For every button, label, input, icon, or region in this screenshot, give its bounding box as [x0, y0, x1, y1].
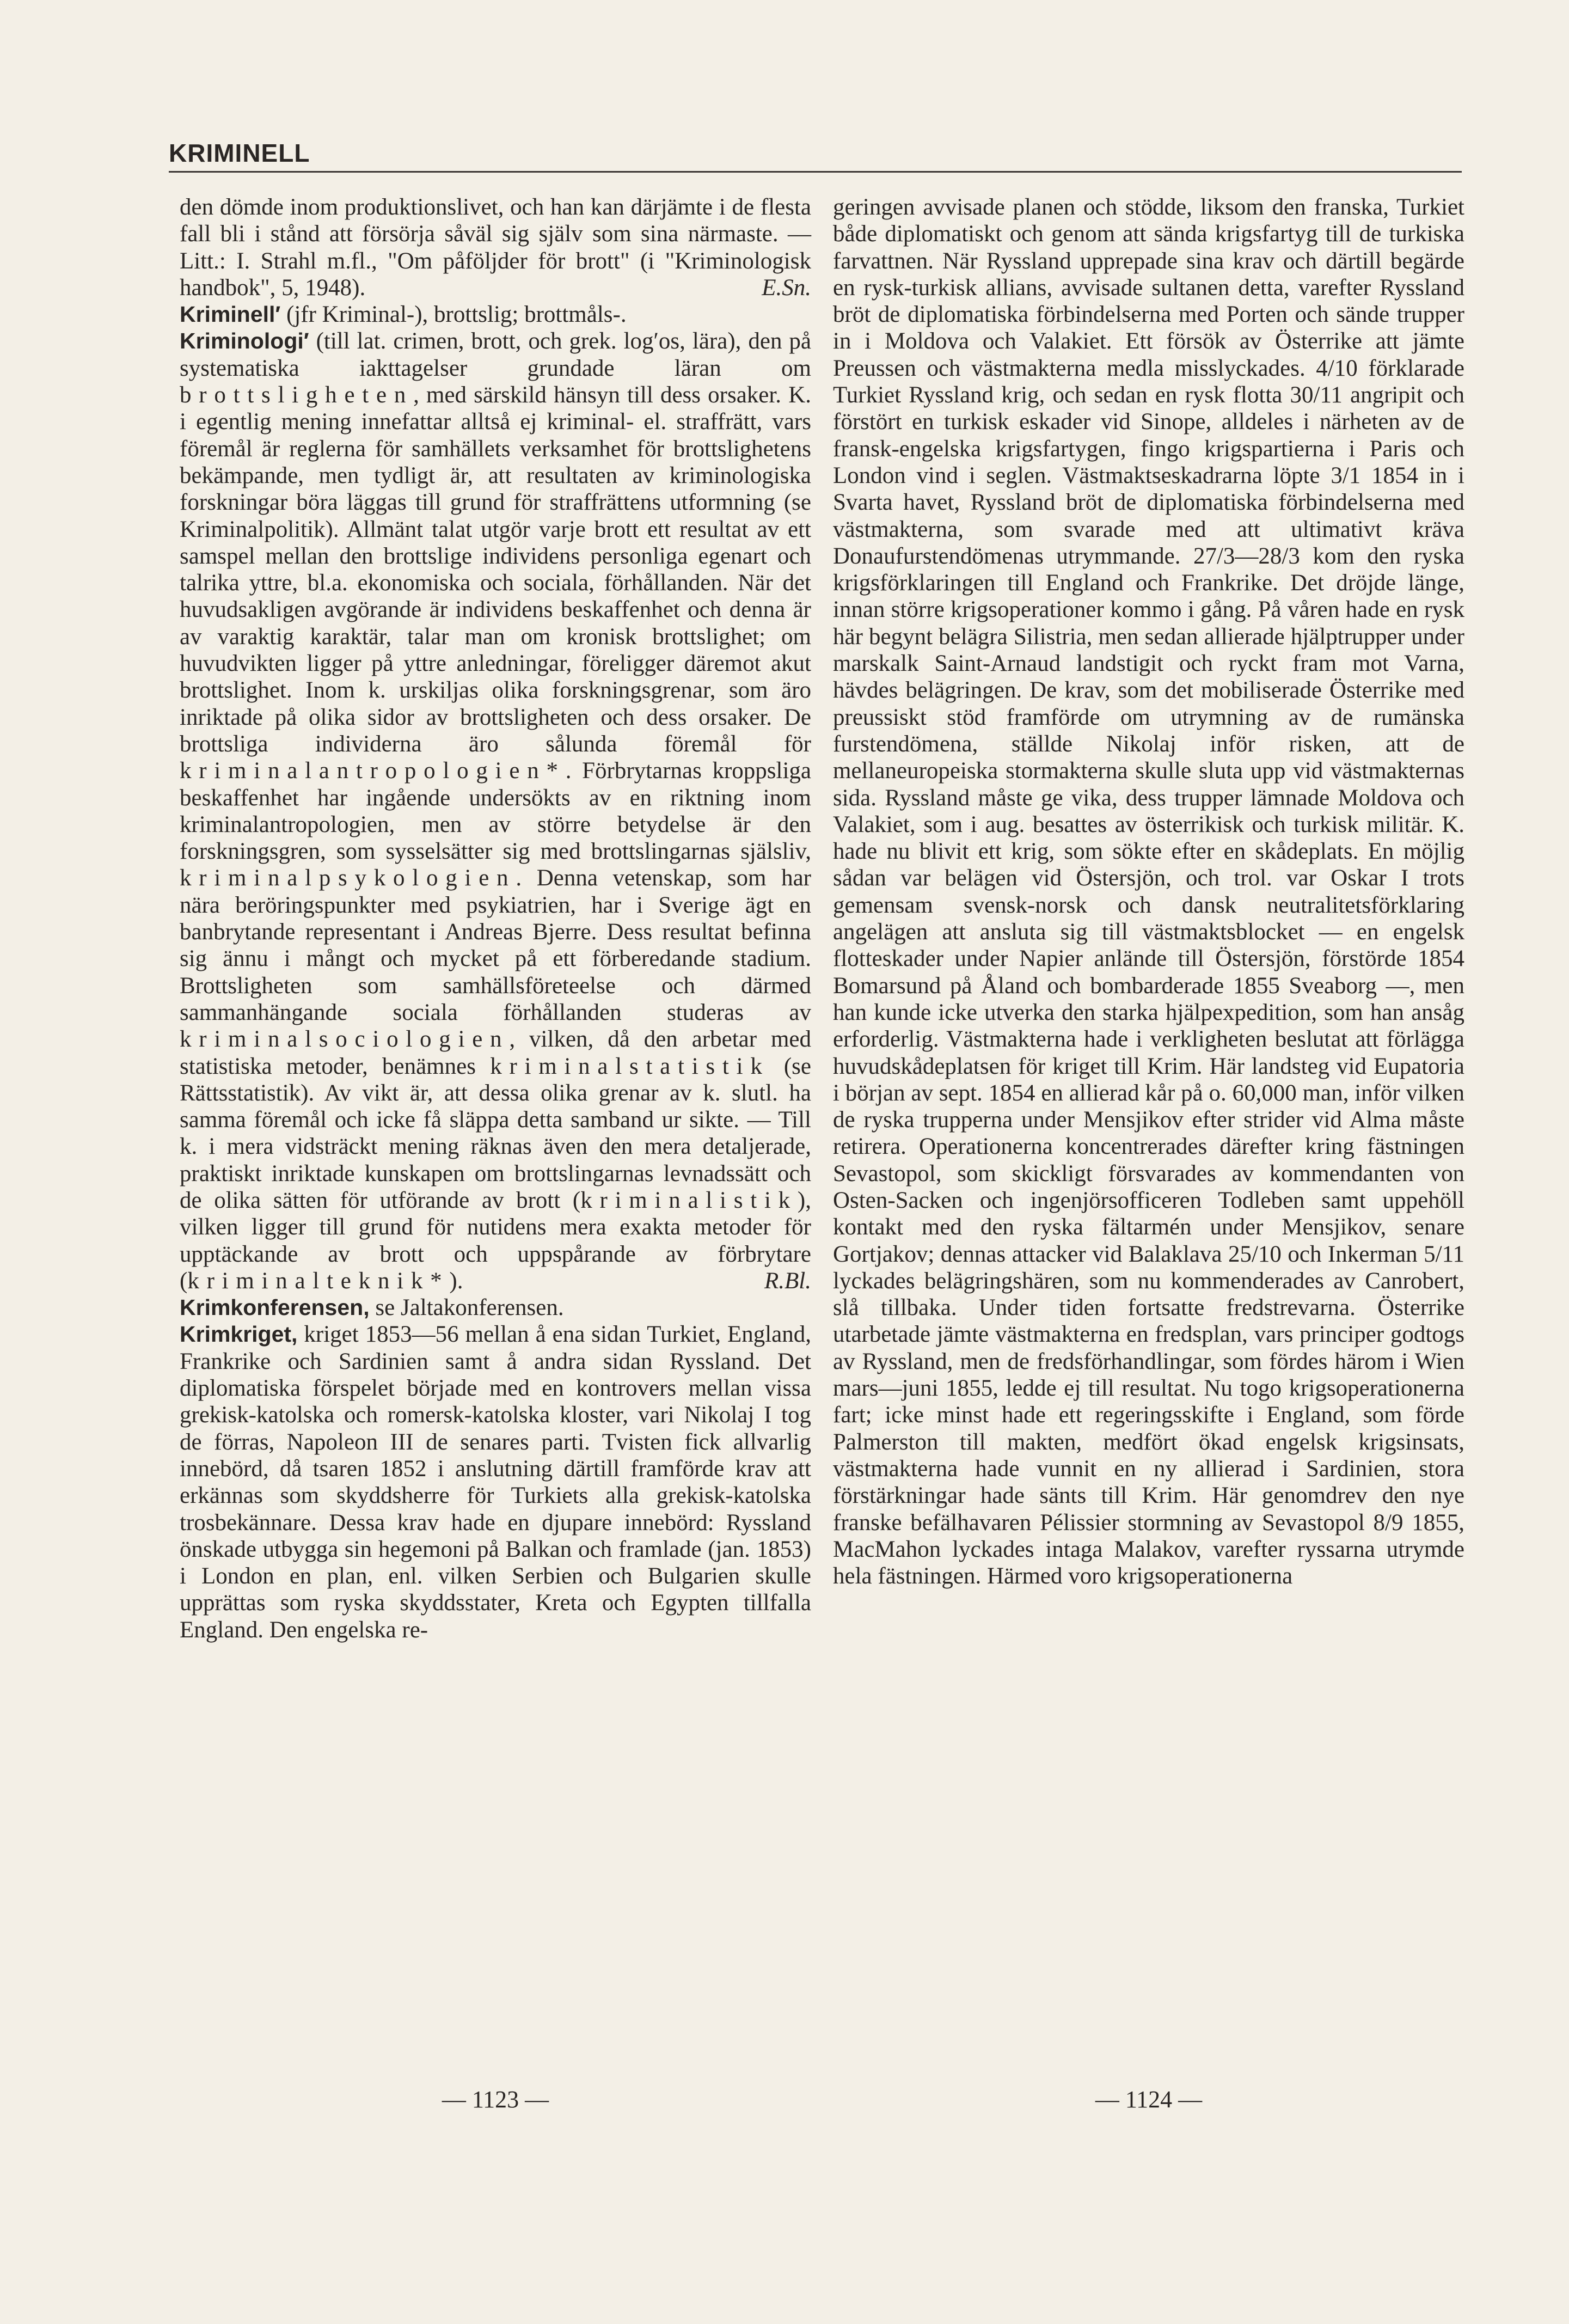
entry-head: Kriminologi′	[180, 328, 309, 354]
entry-krimkonferensen: Krimkonferensen, se Jaltakonferensen.	[180, 1295, 564, 1321]
entry-head: Krimkriget,	[180, 1322, 298, 1347]
entry-head: Krimkonferensen,	[180, 1295, 370, 1320]
left-column	[180, 194, 811, 2034]
author-signature: E.Sn.	[762, 274, 811, 301]
entry-krimkriget-continued: geringen avvisade planen och stödde, liksom den franska, Turkiet både diplomatiskt och genom att sända krigsfartyg till de turkiska farvattnen. När Ryssland upprepade sina krav och därtill begärde en rysk-turkisk allians, avvisade sultanen detta, varefter Ryssland bröt de diplomatiska förbindelserna med Porten och sände trupper in i Moldova och Valakiet. Ett försök av Österrike att jämte Preussen och västmakterna medla misslyckades. 4/10 förklarade Turkiet Ryssland krig, och sedan en rysk flotta 30/11 angripit och förstört en turkisk eskader vid Sinope, alldeles i närheten av de fransk-engelska krigsfartygen, fingo krigspartierna i Paris och London vind i seglen. Västmaktseskadrarna löpte 3/1 1854 in i Svarta havet, Ryssland bröt de diplomatiska förbindelserna med västmakterna, som svarade med att ultimativt kräva Donaufurstendömenas utrymmande. 27/3—28/3 kom den ryska krigsförklaringen till England och Frankrike. Det dröjde länge, innan större krigsoperationer kommo i gång. På våren hade en rysk här begynt belägra Silistria, men sedan allierade hjälptrupper under marskalk Saint-Arnaud landstigit och ryckt fram mot Varna, hävdes belägringen. De krav, som det mobiliserade Österrike med preussiskt stöd framförde om utrymning av de rumänska furstendömena, ställde Nikolaj inför risken, att de mellaneuropeiska stormakterna skulle sluta upp vid västmakternas sida. Ryssland måste ge vika, dess trupper lämnade Moldova och Valakiet, som i aug. besattes av österrikisk och turkisk militär. K. hade nu blivit ett krig, som sökte efter en skådeplats. En möjlig sådan var belägen vid Östersjön, och trol. var Oskar I trots gemensam svensk-norsk och dansk neutralitetsförklaring angelägen att ansluta sig till västmaktsblocket — en engelsk flotteskader under Napier anlände till Östersjön, förstörde 1854 Bomarsund på Åland och bombarderade 1855 Sveaborg —, men han kunde icke utverka den starka hjälpexpedition, som han ansåg erforderlig. Västmakterna hade i verkligheten beslutat att förlägga huvudskådeplatsen för kriget till Krim. Här landsteg vid Eupatoria i början av sept. 1854 en allierad kår på o. 60,000 man, inför vilken de ryska trupperna under Mensjikov efter strider vid Alma måste retirera. Operationerna koncentrerades därefter kring fästningen Sevastopol, som skickligt försvarades av kommendanten von Osten-Sacken och ingenjörsofficeren Todleben samt uppehöll kontakt med den ryska fältarmén under Mensjikov, senare Gortjakov; dennas attacker vid Balaklava 25/10 och Inkerman 5/11 lyckades belägringshären, som nu kommenderades av Canrobert, slå tillbaka. Under tiden fortsatte fredstrevarna. Österrike utarbetade jämte västmakterna en fredsplan, vars principer godtogs av Ryssland, men de fredsförhandlingar, som fördes härom i Wien mars—juni 1855, ledde ej till resultat. Nu togo krigsoperationerna fart; icke minst hade ett regeringsskifte i England, som förde Palmerston till makten, medfört ökad engelsk krigsinsats, västmakterna hade vunnit en ny allierad i Sardinien, stora förstärkningar hade sänts till Krim. Här genomdrev den nye franske befälhavaren Pélissier stormning av Sevastopol 8/9 1855, MacMahon lyckades intaga Malakov, varefter ryssarna utrymde hela fästningen. Härmed voro krigsoperationerna	[833, 194, 1464, 1589]
running-head: KRIMINELL	[169, 139, 310, 167]
page-number-left: — 1123 —	[442, 2086, 549, 2113]
entry-head: Kriminell′	[180, 302, 281, 327]
entry-continuation: den dömde inom produktionslivet, och han kan därjämte i de flesta fall bli i stånd att försörja såväl sig själv som sina närmaste. — Litt.: I. Strahl m.fl., "Om påföljder för brott" (i "Kriminologisk handbok", 5, 1948). E.Sn.	[180, 194, 811, 301]
entry-krimkriget: Krimkriget, kriget 1853—56 mellan å ena sidan Turkiet, England, Frankrike och Sardinien samt å andra sidan Ryssland. Det diplomatiska förspelet började med en kontrovers mellan vissa grekisk-katolska och romersk-katolska kloster, vari Nikolaj I tog de förras, Napoleon III de senares parti. Tvisten fick allvarlig innebörd, då tsaren 1852 i anslutning därtill framförde krav att erkännas som skyddsherre för Turkiets alla grekisk-katolska trosbekännare. Dessa krav hade en djupare innebörd: Ryssland önskade utbygga sin hegemoni på Balkan och framlade (jan. 1853) i London en plan, enl. vilken Serbien och Bulgarien skulle upprättas som ryska skyddsstater, Kreta och Egypten tillfalla England. Den engelska re-	[180, 1322, 811, 1643]
entry-kriminologi: Kriminologi′ (till lat. crimen, brott, och grek. log′os, lära), den på systematiska iakttagelser grundade läran om brottsligheten, med särskild hänsyn till dess orsaker. K. i egentlig mening innefattar alltså ej kriminal- el. straffrätt, vars föremål är reglerna för samhällets verksamhet för brottslighetens bekämpande, men tydligt är, att resultaten av kriminologiska forskningar böra läggas till grund för straffrättens utformning (se Kriminalpolitik). Allmänt talat utgör varje brott ett resultat av ett samspel mellan den brottslige individens personliga egenart och talrika yttre, bl.a. ekonomiska och sociala, förhållanden. När det huvudsakligen avgörande är individens beskaffenhet och denna är av varaktig karaktär, talar man om kronisk brottslighet; om huvudvikten ligger på yttre anledningar, föreligger däremot akut brottslighet. Inom k. urskiljas olika forskningsgrenar, som äro inriktade på olika sidor av brottsligheten och dess orsaker. De brottsliga individerna äro sålunda föremål för kriminalantropologien*. Förbrytarnas kroppsliga beskaffenhet har ingående undersökts av en riktning inom kriminalantropologien, men av större betydelse är den forskningsgren, som sysselsätter sig med brottslingarnas själsliv, kriminalpsykologien. Denna vetenskap, som har nära beröringspunkter med psykiatrien, har i Sverige ägt en banbrytande representant i Andreas Bjerre. Dess resultat befinna sig ännu i mångt och mycket på ett förberedande stadium. Brottsligheten som samhällsföreteelse och därmed sammanhängande sociala förhållanden studeras av kriminalsociologien, vilken, då den arbetar med statistiska metoder, benämnes kriminalstatistik (se Rättsstatistik). Av vikt är, att dessa olika grenar av k. slutl. ha samma föremål och icke få släppa detta samband ur sikte. — Till k. i mera vidsträckt mening räknas även den mera detaljerade, praktiskt inriktade kunskapen om brottslingarnas levnadssätt och de olika sätten för utförande av brott (kriminalistik), vilken ligger till grund för nutidens mera exakta metoder för upptäckande av brott och uppspårande av förbrytare (kriminalteknik*). R.Bl.	[180, 328, 811, 1294]
page-header	[169, 136, 1462, 173]
entry-kriminell: Kriminell′ (jfr Kriminal-), brottslig; brottmåls-.	[180, 302, 627, 328]
author-signature: R.Bl.	[764, 1268, 811, 1294]
page-number-right: — 1124 —	[1095, 2086, 1203, 2113]
right-column	[833, 194, 1464, 2034]
